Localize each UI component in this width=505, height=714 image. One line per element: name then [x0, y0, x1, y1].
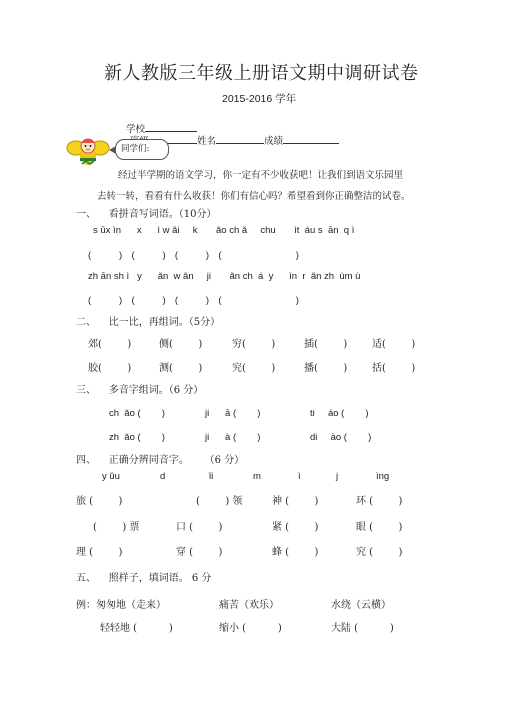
section2-item: 究( ): [232, 363, 276, 374]
section5-example: 例：匆匆地（走来）: [76, 600, 166, 611]
section4-item: 穿 ( ): [176, 547, 223, 558]
section2-item: 插( ): [304, 339, 348, 350]
section3-heading: 三、 多音字组词。（6 分）: [76, 385, 204, 396]
page-title: 新人教版三年级上册语文期中调研试卷: [104, 63, 419, 84]
section1-pinyin-row-1: s ūx ìn x ì w ǎi k ǎo ch ǎ chu ìt áu s ān q ì: [93, 225, 355, 236]
section4-pinyin: m: [253, 471, 261, 482]
section4-pinyin: ìng: [376, 471, 390, 482]
section4-item: 究 ( ): [356, 547, 403, 558]
section3-item: ji à ( ): [205, 432, 261, 443]
section4-item: 环 ( ): [356, 496, 403, 507]
section4-item: ( ) 领: [196, 496, 243, 507]
section2-item: 胶( ): [88, 363, 132, 374]
section2-item: 郊( ): [88, 339, 132, 350]
section2-item: 测( ): [159, 363, 203, 374]
section1-answer-row-2: ( ) ( ) ( ) ( ): [88, 295, 299, 306]
section4-pinyin: ǐi: [209, 471, 214, 482]
section4-item: 眼 ( ): [356, 522, 403, 533]
section4-pinyin: y ǔu: [102, 471, 120, 482]
section4-item: ( ) 票: [93, 522, 140, 533]
section5-item: 轻轻地 ( ): [100, 623, 173, 634]
section4-item: 口 ( ): [176, 522, 223, 533]
section4-item: 蜂 ( ): [272, 547, 319, 558]
section2-item: 括( ): [372, 363, 416, 374]
section4-pinyin: j: [336, 471, 339, 482]
score-field: [283, 134, 339, 144]
school-field: [145, 122, 197, 132]
section1-heading: 一、 看拼音写词语。（10分）: [76, 209, 217, 220]
section3-item: zh ǎo ( ): [109, 432, 165, 443]
bee-mascot-icon: [66, 134, 112, 168]
section1-answer-row-1: ( ) ( ) ( ) ( ): [88, 250, 299, 261]
section3-item: ji ā ( ): [205, 408, 261, 419]
section3-item: ti áo ( ): [310, 408, 369, 419]
name-field: [216, 134, 264, 144]
section1-pinyin-row-2: zh ān sh ì y ǎn w ǎn ji ǎn ch á y ìn r ǎn zh ùm ù: [88, 271, 361, 282]
section3-item: ch ǎo ( ): [109, 408, 165, 419]
section5-example: 痛苦（欢乐）: [219, 600, 279, 611]
section2-heading: 二、 比一比，再组词。（5分）: [76, 317, 221, 328]
name-label: 姓名: [197, 136, 217, 147]
section2-item: 穷( ): [232, 339, 276, 350]
section2-item: 适( ): [372, 339, 416, 350]
section4-pinyin: ì: [298, 471, 301, 482]
section4-item: 紧 ( ): [272, 522, 319, 533]
section3-item: di ào ( ): [310, 432, 372, 443]
section4-item: 神 ( ): [272, 496, 319, 507]
school-label: 学校: [126, 123, 146, 135]
section4-pinyin: d: [160, 471, 166, 482]
section4-item: 旅 ( ): [76, 496, 123, 507]
section5-example: 水绕（云横）: [331, 600, 391, 611]
greeting-line-1: 经过半学期的语文学习，你一定有不少收获吧！让我们到语文乐园里: [118, 170, 404, 181]
section2-item: 侧( ): [159, 339, 203, 350]
section5-item: 缩小 ( ): [219, 623, 282, 634]
section4-item: 理 ( ): [76, 547, 123, 558]
score-label: 成绩: [264, 136, 284, 147]
speech-bubble: [115, 139, 169, 160]
section5-item: 大陆 ( ): [331, 623, 394, 634]
section5-heading: 五、 照样子，填词语。 6 分: [76, 573, 212, 584]
school-year: 2015-2016 学年: [222, 93, 297, 105]
section2-item: 播( ): [304, 363, 348, 374]
greeting-label: 同学们:: [121, 144, 150, 154]
greeting-line-2: 去转一转，看看有什么收获！你们有信心吗？希望看到你正确整洁的试卷。: [97, 191, 411, 202]
section4-heading: 四、 正确分辨同音字。 （6 分）: [76, 455, 245, 466]
